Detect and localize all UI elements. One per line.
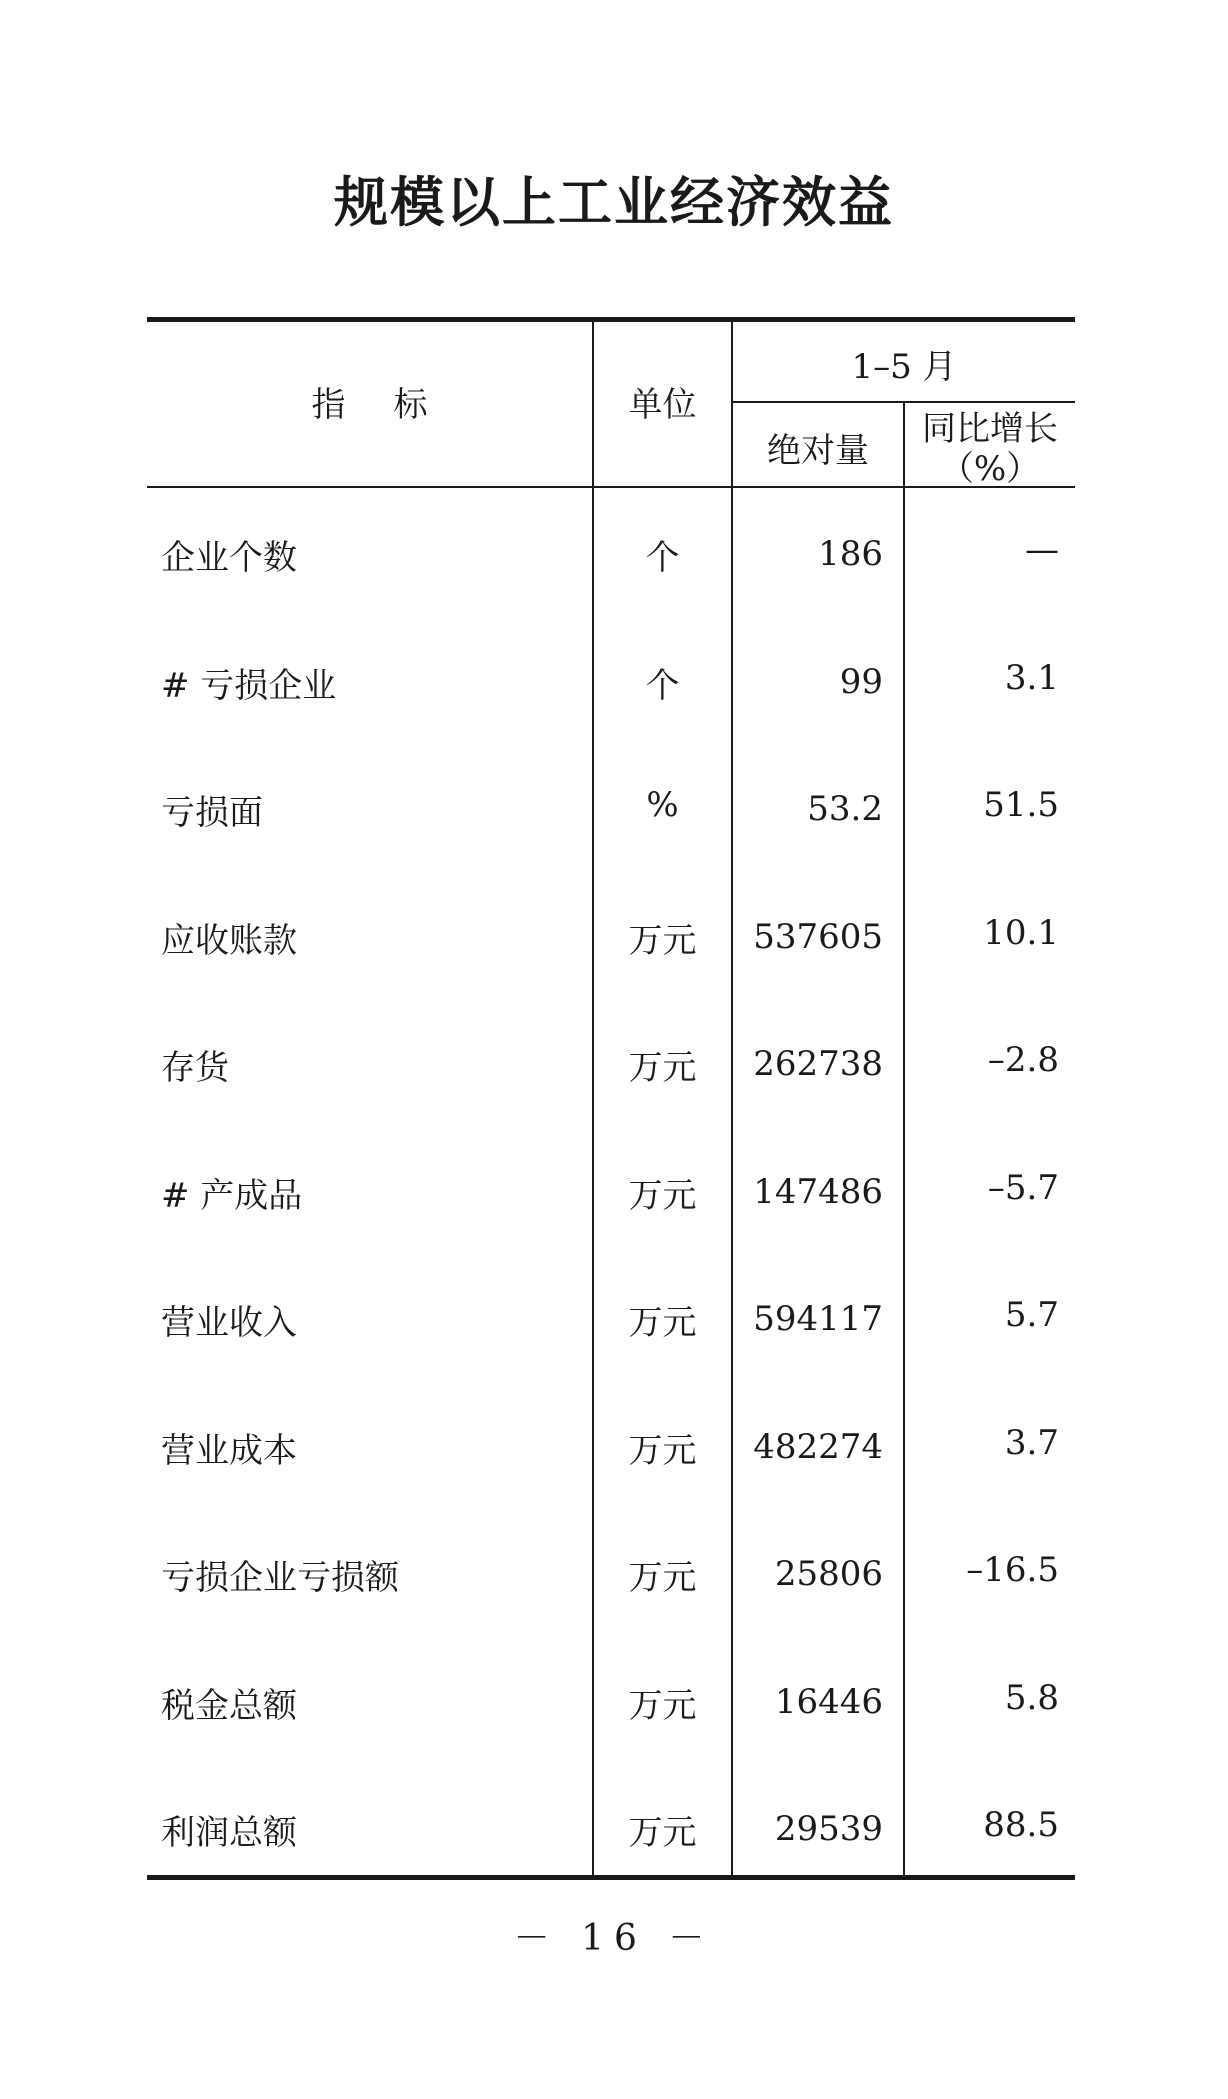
row-absolute: 537605 <box>753 916 883 957</box>
header-indicator: 指标 <box>311 385 476 425</box>
row-absolute: 16446 <box>774 1681 883 1722</box>
row-unit: % <box>646 785 679 825</box>
row-yoy: 3.1 <box>1004 657 1059 698</box>
row-yoy: –16.5 <box>966 1550 1059 1590</box>
row-unit: 个 <box>645 538 680 578</box>
table-row <box>147 1678 1075 1728</box>
header-yoy-unit: （%） <box>939 449 1041 489</box>
row-absolute: 29539 <box>774 1809 883 1849</box>
row-unit: 万元 <box>628 1175 697 1216</box>
table-row <box>147 1168 1075 1218</box>
row-yoy: 88.5 <box>983 1805 1059 1845</box>
header-unit: 单位 <box>628 385 697 425</box>
page-title: 规模以上工业经济效益 <box>334 171 894 234</box>
table-row <box>147 785 1075 835</box>
row-name: 营业成本 <box>161 1430 297 1471</box>
row-yoy: 10.1 <box>983 912 1059 953</box>
row-name: 企业个数 <box>161 538 297 578</box>
table-row <box>147 1423 1075 1473</box>
row-name: 亏损企业亏损额 <box>161 1558 399 1598</box>
table-row <box>147 1805 1075 1855</box>
table-row <box>147 530 1075 580</box>
row-unit: 万元 <box>628 1303 697 1343</box>
row-absolute: 53.2 <box>807 789 883 829</box>
row-name: 亏损面 <box>161 793 263 833</box>
row-unit: 万元 <box>628 1430 697 1471</box>
header-absolute: 绝对量 <box>767 431 869 471</box>
row-name: 存货 <box>161 1048 229 1088</box>
row-yoy: 5.8 <box>1004 1677 1059 1718</box>
row-name: # 亏损企业 <box>161 665 337 706</box>
row-name: # 产成品 <box>161 1175 303 1216</box>
row-absolute: 482274 <box>753 1426 883 1467</box>
header-yoy <box>905 409 1075 489</box>
row-yoy: –2.8 <box>987 1040 1059 1080</box>
row-unit: 万元 <box>628 1048 697 1088</box>
row-yoy: 5.7 <box>1004 1295 1059 1335</box>
row-unit: 万元 <box>628 1685 697 1726</box>
table-row <box>147 1550 1075 1600</box>
row-absolute: 25806 <box>774 1554 883 1594</box>
table-top-rule <box>147 317 1075 322</box>
row-yoy: 51.5 <box>983 785 1059 825</box>
row-absolute: 262738 <box>753 1044 883 1084</box>
row-unit: 万元 <box>628 1558 697 1598</box>
row-name: 应收账款 <box>161 920 297 961</box>
row-absolute: 186 <box>818 534 883 574</box>
row-absolute: 99 <box>839 661 883 702</box>
row-yoy: –5.7 <box>987 1167 1059 1208</box>
row-name: 利润总额 <box>161 1813 297 1853</box>
header-period: 1–5 月 <box>851 347 957 387</box>
column-divider <box>903 401 905 1877</box>
row-yoy: 3.7 <box>1004 1422 1059 1463</box>
row-absolute: 594117 <box>753 1299 883 1339</box>
table-bottom-rule <box>147 1875 1075 1880</box>
row-name: 税金总额 <box>161 1685 297 1726</box>
table-row <box>147 658 1075 708</box>
table-row <box>147 1040 1075 1090</box>
row-unit: 万元 <box>628 1813 697 1853</box>
table-row <box>147 913 1075 963</box>
row-unit: 万元 <box>628 920 697 961</box>
header-yoy-label: 同比增长 <box>922 409 1058 449</box>
row-absolute: 147486 <box>753 1171 883 1212</box>
page-number: － 16 － <box>513 1918 715 1959</box>
table-row <box>147 1295 1075 1345</box>
row-unit: 个 <box>645 665 680 706</box>
row-yoy: — <box>1025 530 1059 570</box>
row-name: 营业收入 <box>161 1303 297 1343</box>
data-table <box>147 317 1075 1880</box>
